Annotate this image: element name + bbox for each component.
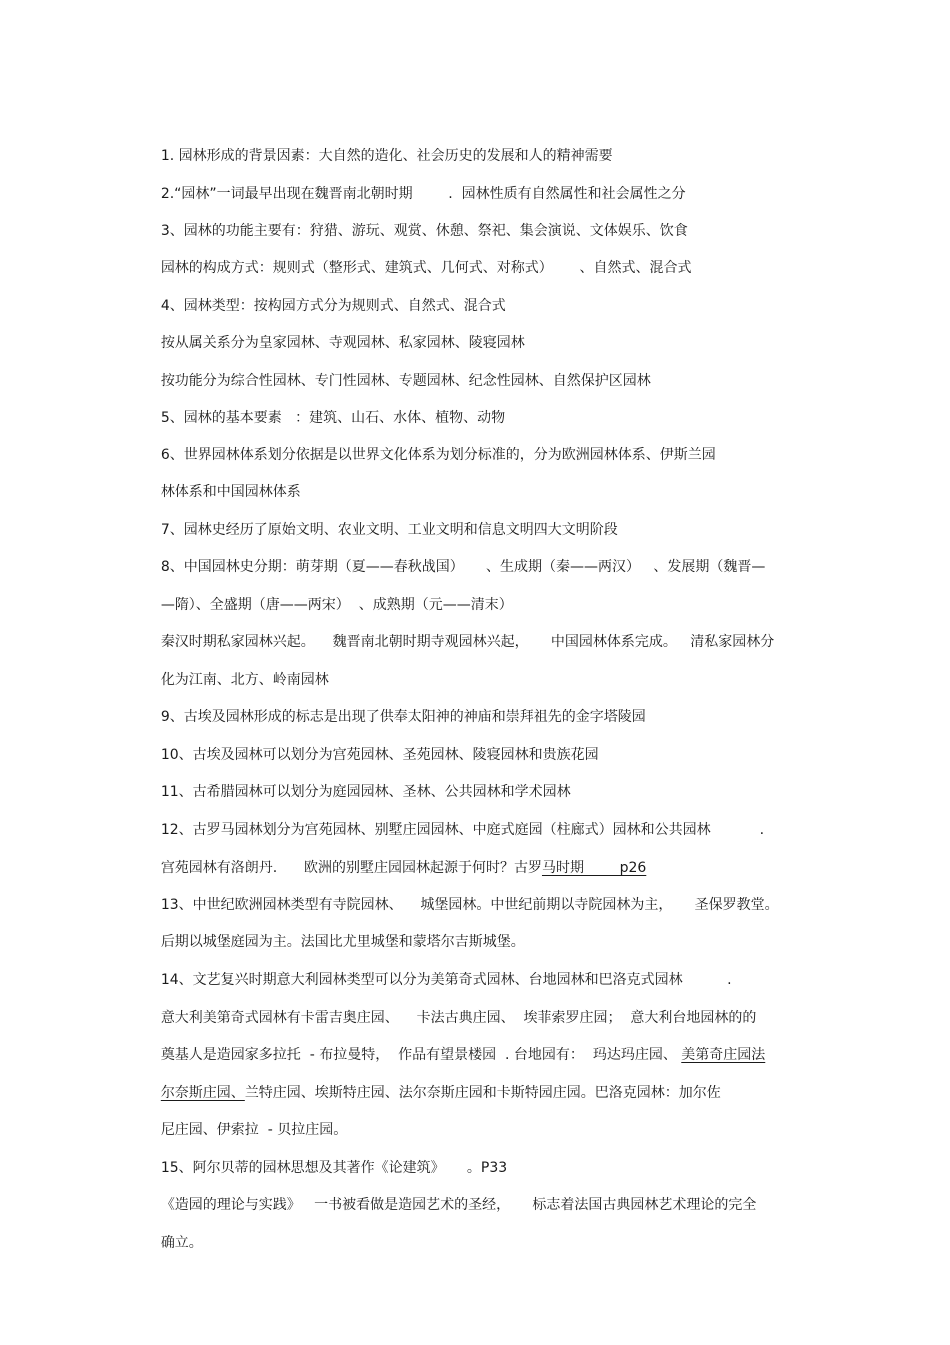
- line-text: 6、世界园林体系划分依据是以世界文化体系为划分标准的，分为欧洲园林体系、伊斯兰园: [160, 447, 716, 463]
- text-line-14: [143, 609, 813, 650]
- text-line-13: [143, 572, 813, 613]
- line-text: 15、阿尔贝蒂的园林思想及其著作《论建筑》 。P33: [160, 1160, 508, 1176]
- text-line-27: [143, 1097, 813, 1138]
- text-line-12: [143, 534, 813, 575]
- line-text: 林体系和中国园林体系: [160, 484, 301, 500]
- text-line-7: [143, 348, 813, 389]
- text-line-3: [143, 198, 813, 239]
- text-line-28: [143, 1135, 813, 1176]
- text-line-25: [143, 1022, 813, 1063]
- line-text: 后期以城堡庭园为主。法国比尤里城堡和蒙塔尔吉斯城堡。: [160, 934, 525, 950]
- line-text: 11、古希腊园林可以划分为庭园园林、圣林、公共园林和学术园林: [160, 784, 571, 800]
- line-text: 13、中世纪欧洲园林类型有寺院园林、 城堡园林。中世纪前期以寺院园林为主， 圣保罗教堂。: [160, 897, 779, 913]
- text-line-22: [143, 909, 813, 950]
- underlined-text: 尔奈斯庄园、: [160, 1085, 245, 1101]
- text-line-24: [143, 985, 813, 1026]
- line-text: 3、园林的功能主要有：狩猎、游玩、观赏、休憩、祭祀、集会演说、文体娱乐、饮食: [160, 223, 688, 239]
- line-text: 意大利美第奇式园林有卡雷吉奥庄园、 卡法古典庄园、 埃菲索罗庄园； 意大利台地园林的的: [160, 1010, 757, 1026]
- line-text: —隋）、全盛期（唐——两宋） 、成熟期（元——清末）: [160, 597, 513, 613]
- text-line-26: [143, 1060, 813, 1101]
- underlined-text: 美第奇庄园法: [681, 1047, 766, 1063]
- text-line-6: [143, 310, 813, 351]
- text-line-11: [143, 497, 813, 538]
- text-line-10: [143, 459, 813, 500]
- line-text: 4、园林类型：按构园方式分为规则式、自然式、混合式: [160, 298, 506, 314]
- text-line-4: [143, 235, 813, 276]
- text-line-15: [143, 647, 813, 688]
- line-text: 5、园林的基本要素 ：建筑、山石、水体、植物、动物: [160, 410, 506, 426]
- line-text: 12、古罗马园林划分为宫苑园林、别墅庄园园林、中庭式庭园（柱廊式）园林和公共园林 .: [160, 822, 765, 838]
- line-text: 《造园的理论与实践》 一书被看做是造园艺术的圣经， 标志着法国古典园林艺术理论的完全: [160, 1197, 757, 1213]
- text-line-21: [143, 872, 813, 913]
- line-text: 奠基人是造园家多拉托 - 布拉曼特， 作品有望景楼园 . 台地园有： 玛达玛庄园、: [160, 1047, 682, 1063]
- line-text: 14、文艺复兴时期意大利园林类型可以分为美第奇式园林、台地园林和巴洛克式园林 .: [160, 972, 732, 988]
- text-line-9: [143, 422, 813, 463]
- text-line-8: [143, 385, 813, 426]
- text-line-30: [143, 1210, 813, 1251]
- text-line-19: [143, 797, 813, 838]
- text-line-29: [143, 1172, 813, 1213]
- line-text: 1. 园林形成的背景因素：大自然的造化、社会历史的发展和人的精神需要: [160, 148, 613, 164]
- text-line-23: [143, 947, 813, 988]
- line-text: 7、园林史经历了原始文明、农业文明、工业文明和信息文明四大文明阶段: [160, 522, 618, 538]
- line-text: 按功能分为综合性园林、专门性园林、专题园林、纪念性园林、自然保护区园林: [160, 373, 651, 389]
- line-text: 兰特庄园、埃斯特庄园、法尔奈斯庄园和卡斯特园庄园。巴洛克园林：加尔佐: [244, 1085, 721, 1101]
- line-text: 9、古埃及园林形成的标志是出现了供奉太阳神的神庙和崇拜祖先的金字塔陵园: [160, 709, 646, 725]
- text-line-2: [143, 161, 813, 202]
- text-line-20: [143, 835, 813, 876]
- line-text: 按从属关系分为皇家园林、寺观园林、私家园林、陵寝园林: [160, 335, 525, 351]
- line-text: 尼庄园、伊索拉 - 贝拉庄园。: [160, 1122, 348, 1138]
- text-line-18: [143, 759, 813, 800]
- line-text: 园林的构成方式：规则式（整形式、建筑式、几何式、对称式） 、自然式、混合式: [160, 260, 692, 276]
- text-line-16: [143, 684, 813, 725]
- text-line-5: [143, 273, 813, 314]
- line-text: 宫苑园林有洛朗丹. 欧洲的别墅庄园园林起源于何时？古罗: [160, 860, 542, 876]
- line-text: 秦汉时期私家园林兴起。 魏晋南北朝时期寺观园林兴起， 中国园林体系完成。 清私家园林分: [160, 634, 775, 650]
- line-text: 10、古埃及园林可以划分为宫苑园林、圣苑园林、陵寝园林和贵族花园: [160, 747, 599, 763]
- text-line-1: [143, 123, 813, 164]
- line-text: 化为江南、北方、岭南园林: [160, 672, 329, 688]
- line-text: 确立。: [160, 1235, 203, 1251]
- underlined-text: 马时期 p26: [541, 860, 647, 876]
- line-text: 8、中国园林史分期：萌芽期（夏——春秋战国） 、生成期（秦——两汉） 、发展期（魏晋—: [160, 559, 766, 575]
- line-text: 2.“园林”一词最早出现在魏晋南北朝时期 . 园林性质有自然属性和社会属性之分: [160, 186, 686, 202]
- text-line-17: [143, 722, 813, 763]
